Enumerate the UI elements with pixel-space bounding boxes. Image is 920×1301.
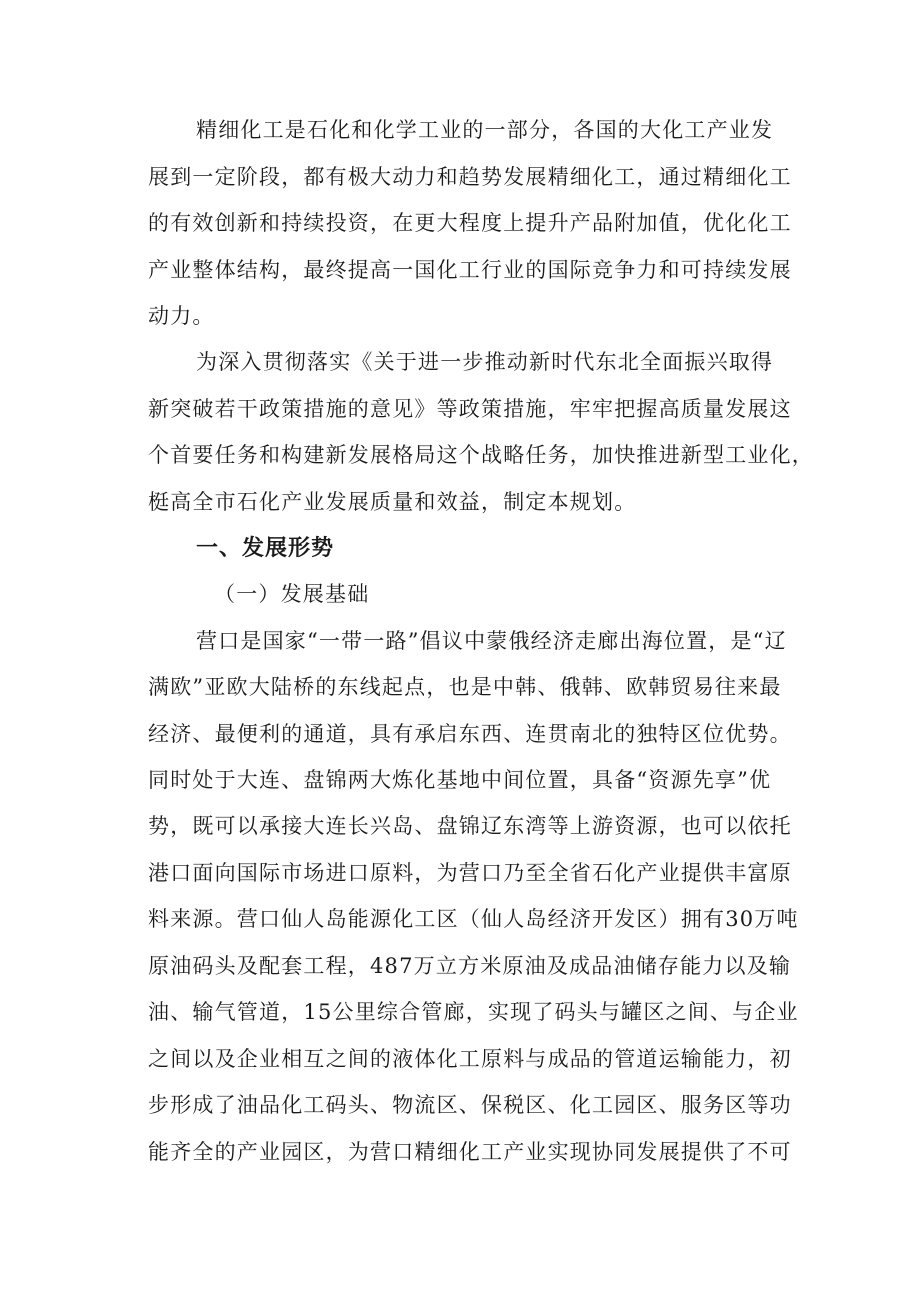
paragraph-1-line-4: 产业整体结构，最终提高一国化工行业的国际竞争力和可持续发展: [148, 258, 792, 282]
paragraph-3-line-9: 油、输气管道，15公里综合管廊，实现了码头与罐区之间、与企业: [148, 1000, 799, 1024]
paragraph-3-line-10: 之间以及企业相互之间的液体化工原料与成品的管道运输能力，初: [148, 1047, 792, 1071]
subsection-heading: （一）发展基础: [214, 582, 370, 606]
paragraph-2-line-2: 新突破若干政策措施的意见》等政策措施，牢牢把握高质量发展这: [148, 397, 792, 421]
section-heading: 一、发展形势: [196, 536, 335, 561]
paragraph-1-line-3: 的有效创新和持续投资，在更大程度上提升产品附加值，优化化工: [148, 211, 792, 235]
paragraph-3-line-2: 满欧”亚欧大陆桥的东线起点，也是中韩、俄韩、欧韩贸易往来最: [148, 675, 782, 699]
paragraph-1-line-1: 精细化工是石化和化学工业的一部分，各国的大化工产业发: [196, 118, 774, 142]
paragraph-3-line-11: 步形成了油品化工码头、物流区、保税区、化工园区、服务区等功: [148, 1093, 792, 1117]
paragraph-3-line-8: 原油码头及配套工程，487万立方米原油及成品油储存能力以及输: [148, 954, 792, 978]
paragraph-2-line-1: 为深入贯彻落实《关于进一步推动新时代东北全面振兴取得: [196, 350, 774, 374]
paragraph-3-line-1: 营口是国家“一带一路”倡议中蒙俄经济走廊出海位置，是“辽: [196, 629, 787, 653]
paragraph-3-line-6: 港口面向国际市场进口原料，为营口乃至全省石化产业提供丰富原: [148, 861, 792, 885]
paragraph-2-line-3: 个首要任务和构建新发展格局这个战略任务，加快推进新型工业化，: [148, 443, 814, 467]
paragraph-3-line-7: 料来源。营口仙人岛能源化工区（仙人岛经济开发区）拥有30万吨: [148, 907, 799, 931]
paragraph-3-line-12: 能齐全的产业园区，为营口精细化工产业实现协同发展提供了不可: [148, 1140, 792, 1164]
paragraph-3-line-5: 势，既可以承接大连长兴岛、盘锦辽东湾等上游资源，也可以依托: [148, 814, 792, 838]
paragraph-3-line-3: 经济、最便利的通道，具有承启东西、连贯南北的独特区位优势。: [148, 722, 792, 746]
paragraph-1-line-5: 动力。: [148, 304, 215, 328]
paragraph-3-line-4: 同时处于大连、盘锦两大炼化基地中间位置，具备“资源先享”优: [148, 768, 772, 792]
paragraph-2-line-4: 梃高全市石化产业发展质量和效益，制定本规划。: [148, 490, 637, 514]
paragraph-1-line-2: 展到一定阶段，都有极大动力和趋势发展精细化工，通过精细化工: [148, 165, 792, 189]
